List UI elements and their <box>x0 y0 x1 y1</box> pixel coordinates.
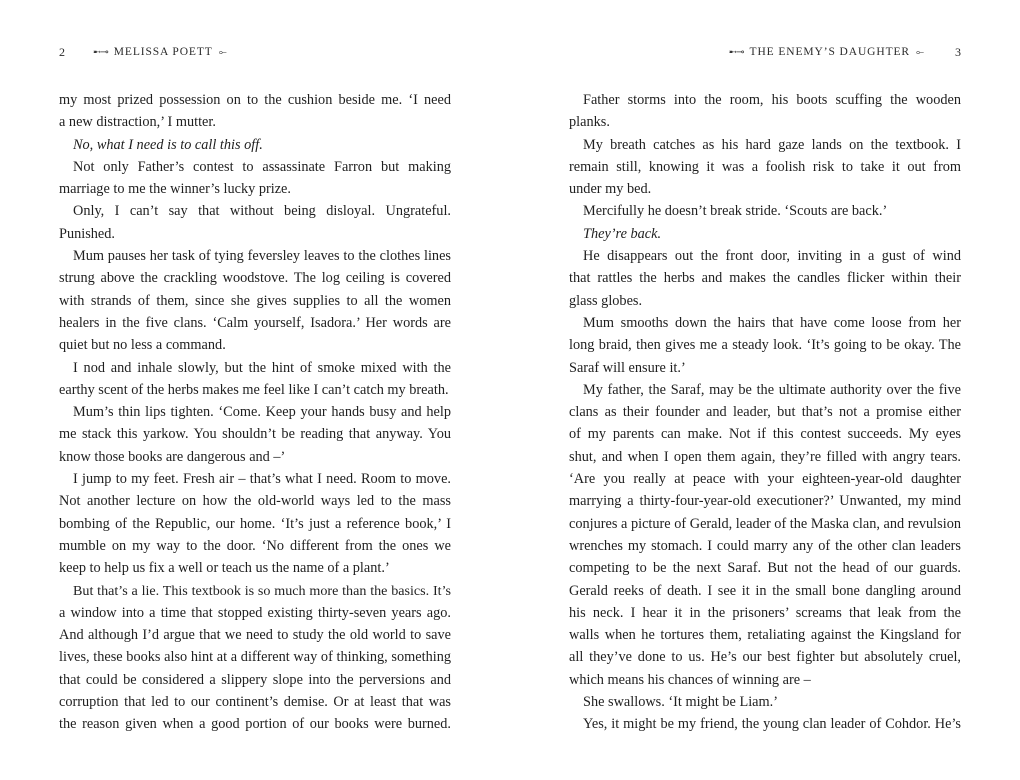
text-line: Gerald reeks of death. I see it in the small bone dangling around <box>569 582 961 599</box>
text-line: Yes, it might be my friend, the young clan leader of Cohdor. He’s <box>583 716 961 733</box>
text-line: shut, and when I open them again, they’re filled with angry tears. <box>569 448 961 465</box>
text-line: clans as their founder and leader, but that’s not a promise either <box>569 404 961 421</box>
text-line: Only, I can’t say that without being disloyal. Ungrateful. <box>73 203 451 220</box>
text-line: me stack this yarkow. You shouldn’t be reading that anyway. You <box>59 426 451 443</box>
text-line: walls when he tortures them, retaliating against the Kingsland for <box>569 627 961 644</box>
page-number-right: 3 <box>955 44 961 59</box>
text-line: know those books are dangerous and –’ <box>59 448 286 465</box>
text-line: No, what I need is to call this off. <box>73 136 263 153</box>
text-line: Not another lecture on how the old-world ways led to the mass <box>59 493 451 510</box>
running-head-author: MELISSA POETT <box>113 46 213 58</box>
text-line: all they’ve done to us. He’s our best fighter but absolutely cruel, <box>569 649 961 666</box>
text-line: lives, these books also hint at a different way of thinking, something <box>59 649 451 666</box>
text-line: long braid, then gives me a steady look. ‘It’s going to be okay. The <box>569 337 961 354</box>
text-line: planks. <box>569 114 610 131</box>
text-line: Mum’s thin lips tighten. ‘Come. Keep your hands busy and help <box>73 404 451 421</box>
text-line: a window into a time that stopped existing thirty-seven years ago. <box>59 604 451 621</box>
text-line: But that’s a lie. This textbook is so much more than the basics. It’s <box>73 582 451 599</box>
text-line: conjures a picture of Gerald, leader of the Maska clan, and revulsion <box>569 515 961 532</box>
ornament-icon: ➸⊸ <box>728 46 744 58</box>
text-line: corruption that led to our continent’s demise. Or at least that was <box>59 694 451 711</box>
text-line: Not only Father’s contest to assassinate Farron but making <box>73 158 451 175</box>
text-line: a new distraction,’ I mutter. <box>59 114 216 131</box>
text-line: earthy scent of the herbs makes me feel like I can’t catch my breath. <box>59 381 449 398</box>
ornament-icon: ➸⊸ <box>93 46 108 58</box>
text-line: marriage to me the winner’s lucky prize. <box>59 181 291 198</box>
text-line: mumble on my way to the door. ‘No different from the ones we <box>59 537 451 554</box>
text-line: keep to help us fix a well or teach us the name of a plant.’ <box>59 560 390 577</box>
text-line: Punished. <box>59 225 116 242</box>
text-line: My father, the Saraf, may be the ultimate authority over the five <box>583 381 961 398</box>
page-number-left: 2 <box>59 44 65 59</box>
text-line: remain still, knowing it was a foolish risk to take it out from <box>569 158 961 175</box>
text-line: that could be considered a slippery slope into the perversions and <box>59 671 451 688</box>
right-running-header <box>569 43 961 61</box>
text-line: bombing of the Republic, our home. ‘It’s just a reference book,’ I <box>59 515 451 532</box>
text-line: They’re back. <box>583 225 662 242</box>
text-line: Mum smooths down the hairs that have come loose from her <box>583 314 961 331</box>
text-line: I jump to my feet. Fresh air – that’s what I need. Room to move. <box>73 471 451 488</box>
text-line: competing to be the next Saraf. But not the head of our guards. <box>569 560 961 577</box>
right-page-text <box>569 89 961 736</box>
text-line: Mum pauses her task of tying feversley leaves to the clothes lines <box>73 248 451 265</box>
text-line: with strands of them, since she gives supplies to all the women <box>59 292 451 309</box>
text-line: He disappears out the front door, inviting in a gust of wind <box>583 248 961 265</box>
ornament-icon: ⟜ <box>218 46 226 58</box>
text-line: under my bed. <box>569 181 652 198</box>
text-line: quiet but no less a command. <box>59 337 226 354</box>
ornament-icon: ⟜ <box>916 46 923 58</box>
text-line: that rattles the herbs and makes the candles flicker within their <box>569 270 961 287</box>
left-page <box>59 0 451 780</box>
text-line: Saraf will ensure it.’ <box>569 359 686 376</box>
text-line: my most prized possession on to the cushion beside me. ‘I need <box>59 92 451 108</box>
text-line: glass globes. <box>569 292 643 309</box>
text-line: healers in the five clans. ‘Calm yourself, Isadora.’ Her words are <box>59 314 451 331</box>
text-line: She swallows. ‘It might be Liam.’ <box>583 694 778 711</box>
running-head-title: THE ENEMY’S DAUGHTER <box>749 46 910 58</box>
text-line: his neck. I hear it in the prisoners’ screams that leak from the <box>569 604 961 621</box>
text-line: marrying a thirty-four-year-old executioner?’ Unwanted, my mind <box>569 493 961 510</box>
text-line: Father storms into the room, his boots scuffing the wooden <box>583 92 961 108</box>
text-line: Mercifully he doesn’t break stride. ‘Scouts are back.’ <box>583 203 888 220</box>
text-line: which means his chances of winning are – <box>569 671 811 688</box>
text-line: My breath catches as his hard gaze lands on the textbook. I <box>583 136 961 153</box>
text-line: wrenches my stomach. I could marry any of the other clan leaders <box>569 537 961 554</box>
text-line: ‘Are you really at peace with your eighteen-year-old daughter <box>569 471 961 488</box>
text-line: of my parents can make. Not if this contest succeeds. My eyes <box>569 426 961 443</box>
text-line: the reason given when a good portion of our books were burned. <box>59 716 451 733</box>
text-line: I nod and inhale slowly, but the hint of smoke mixed with the <box>73 359 451 376</box>
right-page <box>569 0 961 780</box>
left-running-header <box>59 43 451 61</box>
left-page-text <box>59 89 451 736</box>
text-line: And although I’d argue that we need to study the old world to save <box>59 627 451 644</box>
text-line: strung above the crackling woodstove. The log ceiling is covered <box>59 270 451 287</box>
